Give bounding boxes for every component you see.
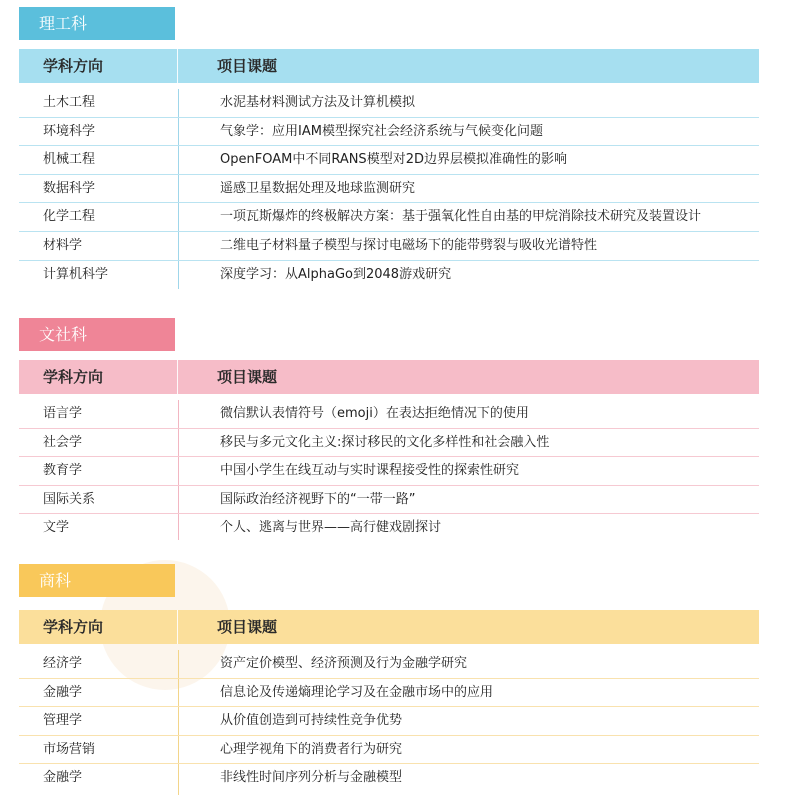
table-row (19, 400, 759, 429)
table-row (19, 736, 759, 765)
subject-cell: 语言学 (43, 406, 83, 421)
table-row (19, 650, 759, 679)
table-row (19, 514, 759, 543)
table-row (19, 89, 759, 118)
subject-cell: 计算机科学 (43, 266, 109, 282)
header-subject: 学科方向 (43, 618, 104, 636)
topic-cell: 资产定价模型、经济预测及行为金融学研究 (220, 656, 468, 671)
subject-cell: 市场营销 (43, 741, 96, 757)
subject-cell: 环境科学 (43, 123, 96, 139)
header-topic: 项目课题 (217, 368, 278, 386)
table-row (19, 679, 759, 708)
topic-cell: 气象学：应用IAM模型探究社会经济系统与气候变化问题 (220, 123, 543, 139)
topic-cell: 二维电子材料量子模型与探讨电磁场下的能带劈裂与吸收光谱特性 (220, 238, 598, 253)
section-tag-humanities: 文社科 (19, 318, 175, 351)
subject-cell: 机械工程 (43, 152, 96, 168)
table-header (19, 49, 759, 83)
header-divider (177, 49, 178, 83)
topic-cell: OpenFOAM中不同RANS模型对2D边界层模拟准确性的影响 (220, 152, 567, 168)
header-divider (177, 360, 178, 394)
section-business (19, 564, 759, 798)
topic-cell: 国际政治经济视野下的“一带一路” (220, 491, 416, 507)
subject-cell: 化学工程 (43, 209, 96, 225)
header-subject: 学科方向 (43, 57, 104, 75)
section-science (19, 7, 759, 297)
section-tag-business: 商科 (19, 564, 175, 597)
table-row (19, 261, 759, 290)
table-row (19, 707, 759, 736)
topic-cell: 移民与多元文化主义:探讨移民的文化多样性和社会融入性 (220, 434, 550, 450)
topic-cell: 一项瓦斯爆炸的终极解决方案：基于强氧化性自由基的甲烷消除技术研究及装置设计 (220, 209, 702, 225)
subject-cell: 数据科学 (43, 180, 96, 196)
subject-cell: 经济学 (43, 656, 83, 671)
header-subject: 学科方向 (43, 368, 104, 386)
table-row (19, 764, 759, 793)
section-humanities (19, 318, 759, 543)
topic-cell: 深度学习：从AlphaGo到2048游戏研究 (220, 266, 452, 282)
topic-cell: 从价值创造到可持续性竞争优势 (220, 713, 403, 729)
table-row (19, 232, 759, 261)
subject-cell: 土木工程 (43, 95, 96, 110)
table-row (19, 429, 759, 458)
section-tag-science: 理工科 (19, 7, 175, 40)
table-row (19, 118, 759, 147)
topic-cell: 微信默认表情符号（emoji）在表达拒绝情况下的使用 (220, 406, 529, 421)
topic-cell: 中国小学生在线互动与实时课程接受性的探索性研究 (220, 463, 520, 479)
subject-cell: 材料学 (43, 238, 83, 253)
topic-cell: 信息论及传递熵理论学习及在金融市场中的应用 (220, 684, 494, 700)
topic-cell: 心理学视角下的消费者行为研究 (220, 741, 403, 757)
subject-cell: 教育学 (43, 463, 83, 479)
table-row (19, 486, 759, 515)
header-topic: 项目课题 (217, 57, 278, 75)
topic-cell: 水泥基材料测试方法及计算机模拟 (220, 95, 416, 110)
table-row (19, 175, 759, 204)
topic-cell: 非线性时间序列分析与金融模型 (220, 770, 403, 786)
topic-cell: 个人、逃离与世界——高行健戏剧探讨 (220, 520, 442, 536)
subject-cell: 管理学 (43, 713, 83, 729)
table-row (19, 203, 759, 232)
table-header (19, 360, 759, 394)
subject-cell: 文学 (43, 520, 70, 536)
subject-cell: 金融学 (43, 770, 83, 786)
subject-cell: 金融学 (43, 684, 83, 700)
table-header (19, 610, 759, 644)
header-topic: 项目课题 (217, 618, 278, 636)
topic-cell: 遥感卫星数据处理及地球监测研究 (220, 180, 416, 196)
subject-cell: 国际关系 (43, 491, 96, 507)
table-row (19, 457, 759, 486)
subject-cell: 社会学 (43, 434, 83, 450)
table-row (19, 146, 759, 175)
header-divider (177, 610, 178, 644)
